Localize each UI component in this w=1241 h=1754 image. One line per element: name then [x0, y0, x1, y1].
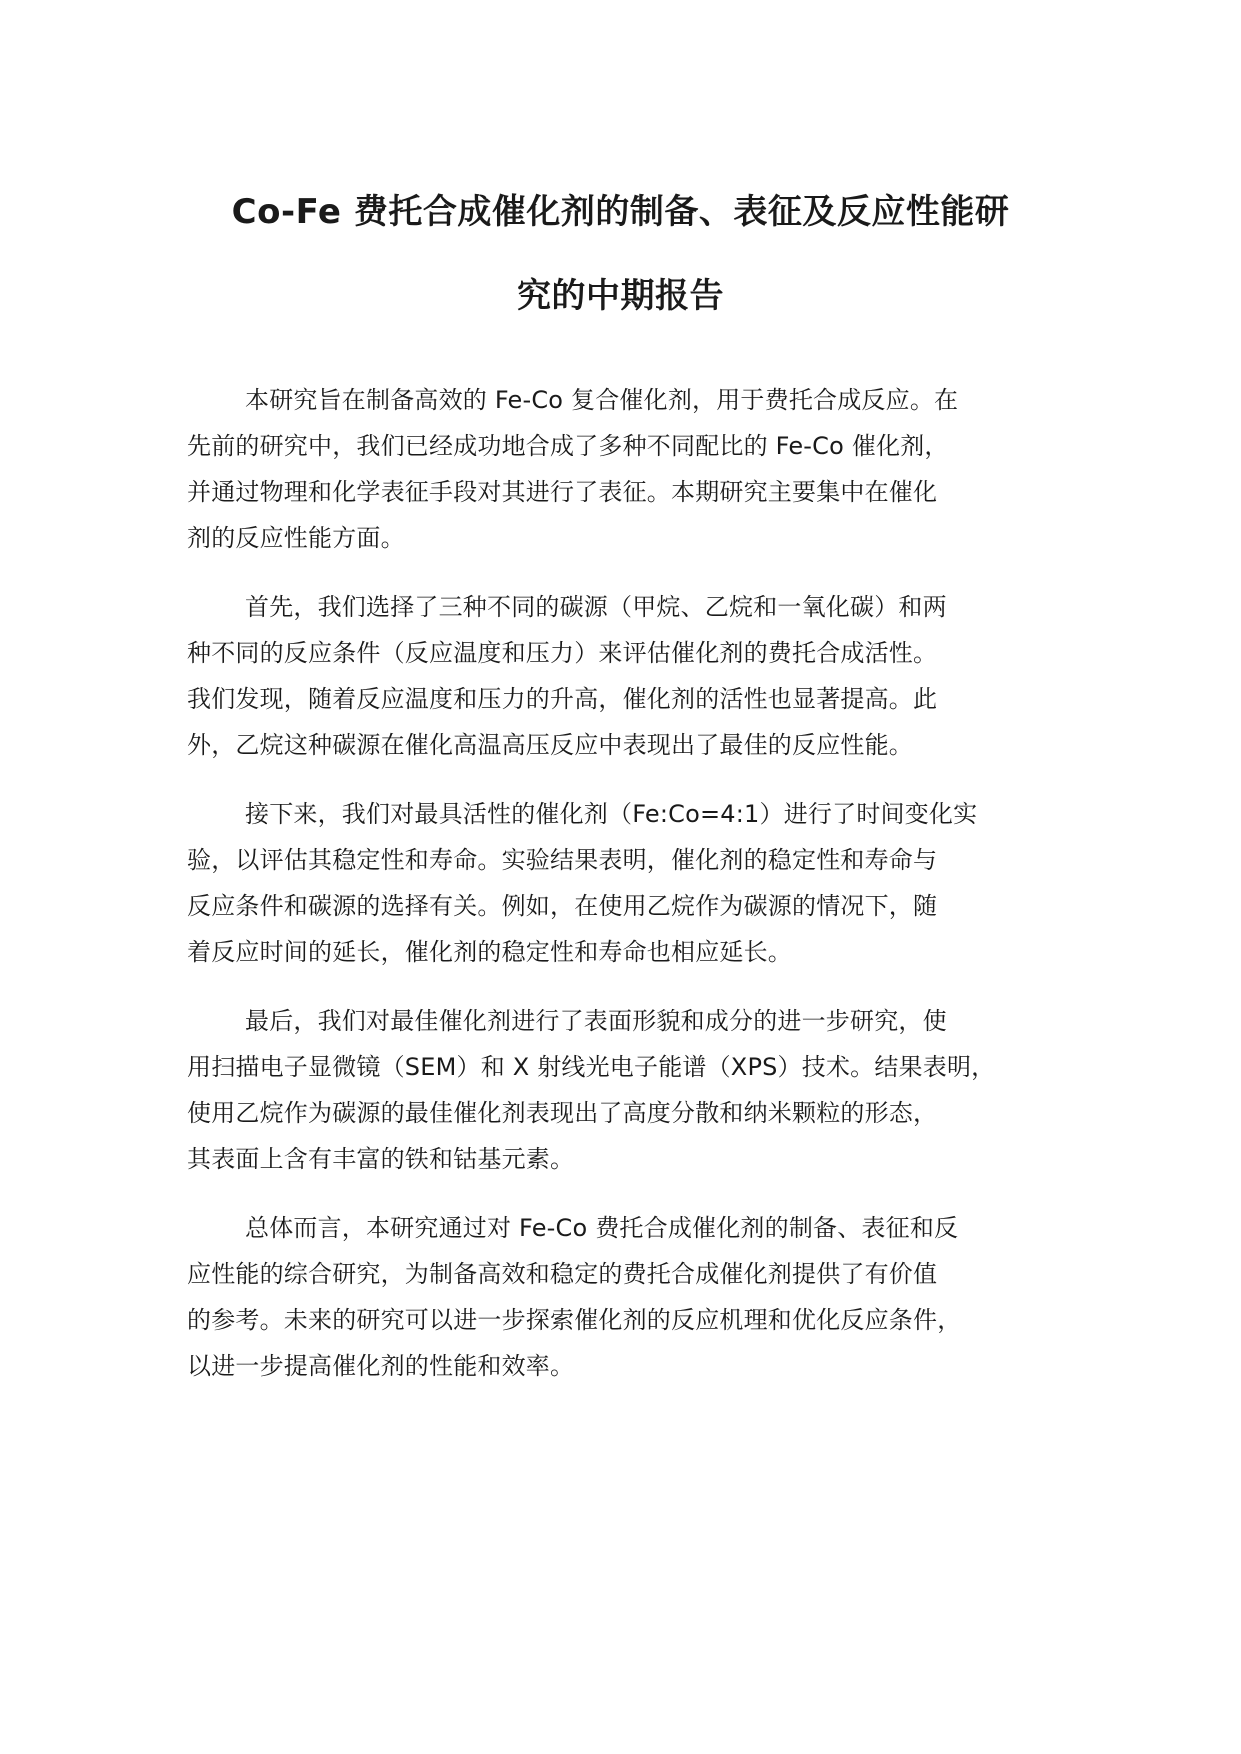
text-line: 验，以评估其稳定性和寿命。实验结果表明，催化剂的稳定性和寿命与 — [187, 846, 938, 874]
text-line: 外，乙烷这种碳源在催化高温高压反应中表现出了最佳的反应性能。 — [187, 731, 913, 759]
text-line: 的参考。未来的研究可以进一步探索催化剂的反应机理和优化反应条件， — [187, 1306, 962, 1334]
paragraph-stability — [187, 791, 1077, 975]
paragraph-conclusion — [187, 1205, 1077, 1389]
text-line: 着反应时间的延长，催化剂的稳定性和寿命也相应延长。 — [187, 938, 792, 966]
title-line-1: Co-Fe 费托合成催化剂的制备、表征及反应性能研 — [231, 192, 1010, 232]
text-line: 最后，我们对最佳催化剂进行了表面形貌和成分的进一步研究，使 — [245, 1007, 947, 1035]
text-line: 其表面上含有丰富的铁和钴基元素。 — [187, 1145, 575, 1173]
text-line: 种不同的反应条件（反应温度和压力）来评估催化剂的费托合成活性。 — [187, 639, 938, 667]
paragraph-characterization — [187, 998, 1077, 1182]
text-line: 用扫描电子显微镜（SEM）和 X 射线光电子能谱（XPS）技术。结果表明， — [187, 1053, 996, 1081]
paragraph-activity — [187, 584, 1077, 768]
text-line: 本研究旨在制备高效的 Fe-Co 复合催化剂，用于费托合成反应。在 — [245, 386, 959, 414]
text-line: 以进一步提高催化剂的性能和效率。 — [187, 1352, 575, 1380]
title-line-2: 究的中期报告 — [517, 276, 724, 316]
text-line: 并通过物理和化学表征手段对其进行了表征。本期研究主要集中在催化 — [187, 478, 938, 506]
text-line: 反应条件和碳源的选择有关。例如，在使用乙烷作为碳源的情况下，随 — [187, 892, 938, 920]
document-title — [150, 170, 1091, 338]
text-line: 接下来，我们对最具活性的催化剂（Fe:Co=4:1）进行了时间变化实 — [245, 800, 978, 828]
text-line: 我们发现，随着反应温度和压力的升高，催化剂的活性也显著提高。此 — [187, 685, 938, 713]
text-line: 首先，我们选择了三种不同的碳源（甲烷、乙烷和一氧化碳）和两 — [245, 593, 947, 621]
text-line: 使用乙烷作为碳源的最佳催化剂表现出了高度分散和纳米颗粒的形态， — [187, 1099, 938, 1127]
text-line: 先前的研究中，我们已经成功地合成了多种不同配比的 Fe-Co 催化剂， — [187, 432, 949, 460]
text-line: 应性能的综合研究，为制备高效和稳定的费托合成催化剂提供了有价值 — [187, 1260, 938, 1288]
text-line: 剂的反应性能方面。 — [187, 524, 405, 552]
document-body — [187, 377, 1077, 1412]
text-line: 总体而言，本研究通过对 Fe-Co 费托合成催化剂的制备、表征和反 — [245, 1214, 959, 1242]
paragraph-intro — [187, 377, 1077, 561]
